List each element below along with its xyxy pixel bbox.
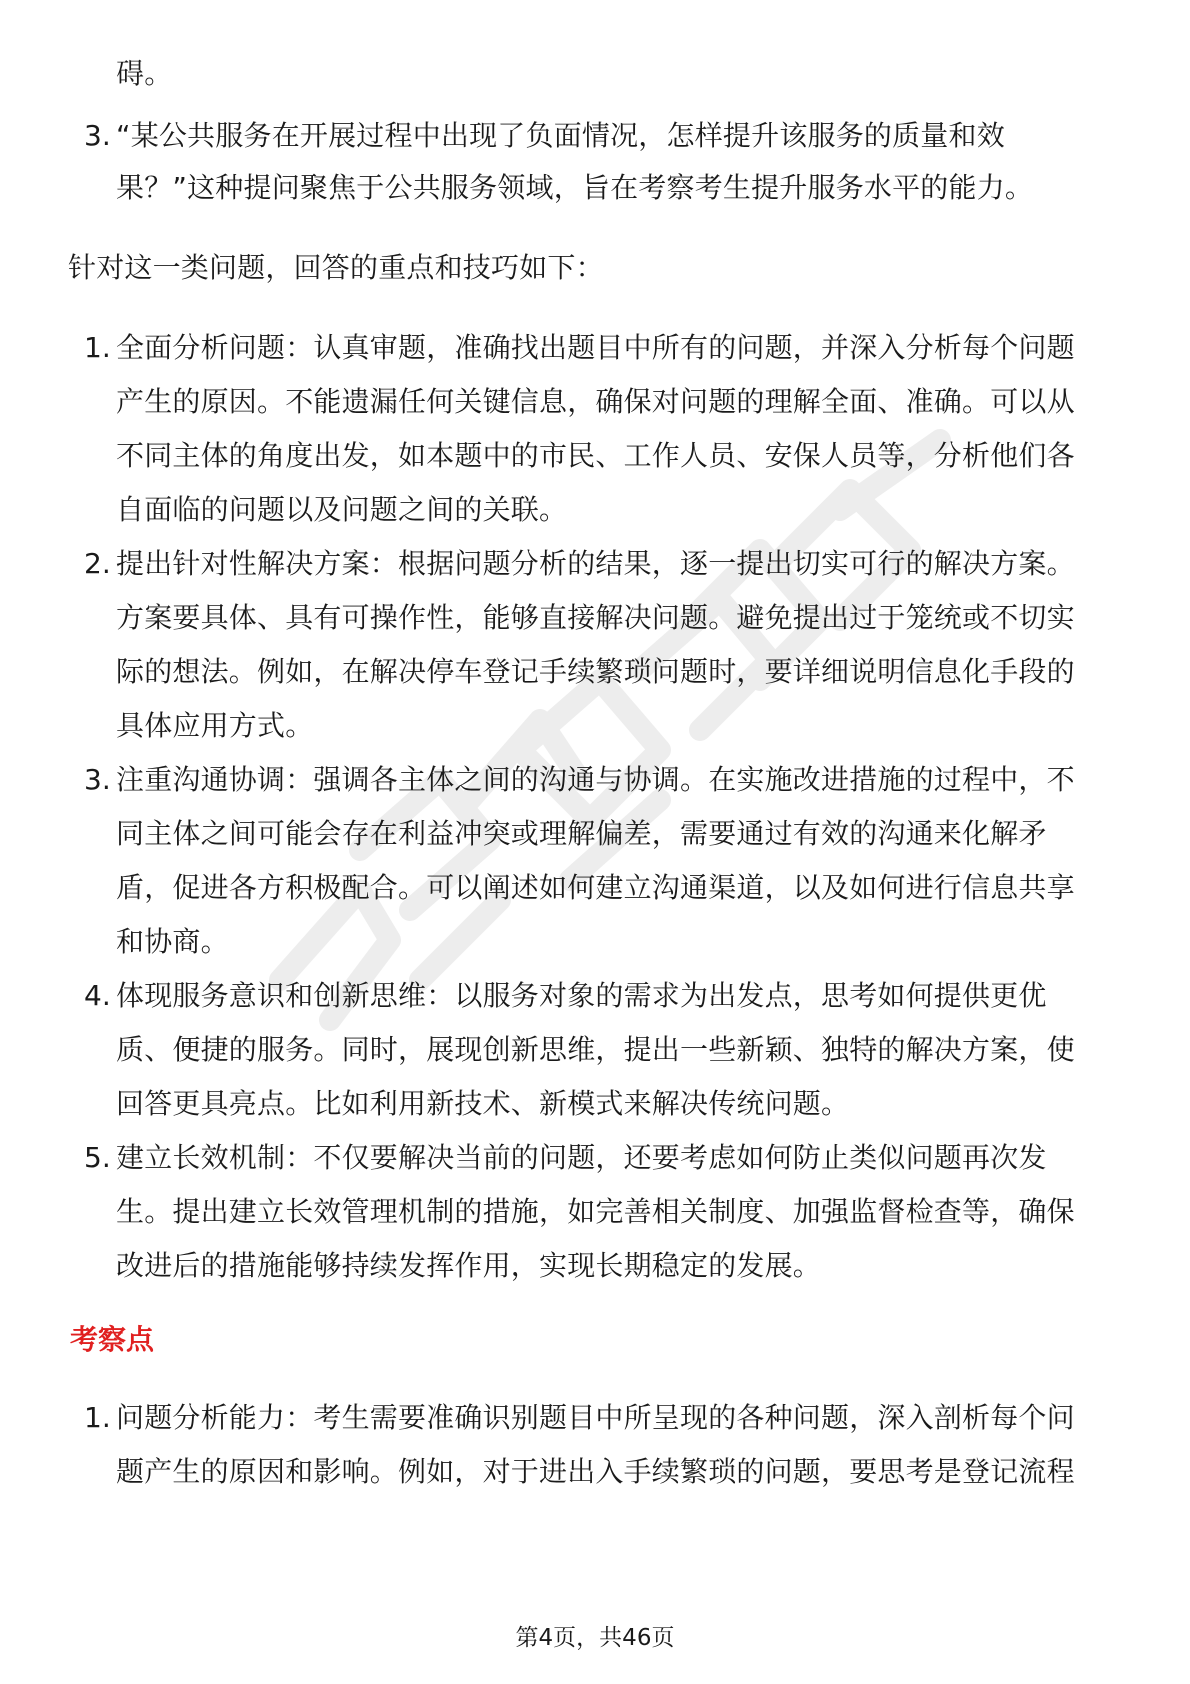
list-number: 4. <box>84 979 111 1012</box>
list-number: 1. <box>84 331 111 364</box>
list-item-line: 自面临的问题以及问题之间的关联。 <box>116 493 568 526</box>
list-number: 2. <box>84 547 111 580</box>
list-number: 3. <box>84 763 111 796</box>
list-item-line: 方案要具体、具有可操作性，能够直接解决问题。避免提出过于笼统或不切实 <box>116 601 1075 634</box>
list-item-line: 不同主体的角度出发，如本题中的市民、工作人员、安保人员等，分析他们各 <box>116 439 1075 472</box>
item-continuation: 碍。 <box>116 57 173 90</box>
list-item-line: 生。提出建立长效管理机制的措施，如完善相关制度、加强监督检查等，确保 <box>116 1195 1075 1228</box>
list-item-line: 问题分析能力：考生需要准确识别题目中所呈现的各种问题，深入剖析每个问 <box>116 1401 1075 1434</box>
list-item-line: 具体应用方式。 <box>116 709 314 742</box>
list-item-line: 盾，促进各方积极配合。可以阐述如何建立沟通渠道，以及如何进行信息共享 <box>116 871 1075 904</box>
section-heading: 考察点 <box>70 1323 155 1356</box>
list-item-line: 同主体之间可能会存在利益冲突或理解偏差，需要通过有效的沟通来化解矛 <box>116 817 1047 850</box>
list-number: 1. <box>84 1401 111 1434</box>
list-item-line: 质、便捷的服务。同时，展现创新思维，提出一些新颖、独特的解决方案，使 <box>116 1033 1075 1066</box>
list-item-line: 提出针对性解决方案：根据问题分析的结果，逐一提出切实可行的解决方案。 <box>116 547 1075 580</box>
list-item-line: 全面分析问题：认真审题，准确找出题目中所有的问题，并深入分析每个问题 <box>116 331 1075 364</box>
list-item-line: 和协商。 <box>116 925 229 958</box>
list-item-line: 产生的原因。不能遗漏任何关键信息，确保对问题的理解全面、准确。可以从 <box>116 385 1075 418</box>
lead-paragraph: 针对这一类问题，回答的重点和技巧如下： <box>68 251 604 284</box>
list-number: 3. <box>84 119 111 152</box>
page-footer: 第4页，共46页 <box>515 1625 675 1651</box>
list-item-line: 建立长效机制：不仅要解决当前的问题，还要考虑如何防止类似问题再次发 <box>116 1141 1047 1174</box>
list-number: 5. <box>84 1141 111 1174</box>
list-item-line: 改进后的措施能够持续发挥作用，实现长期稳定的发展。 <box>116 1249 822 1282</box>
list-item-line: 果？”这种提问聚焦于公共服务领域，旨在考察考生提升服务水平的能力。 <box>116 171 1034 204</box>
list-item-line: 回答更具亮点。比如利用新技术、新模式来解决传统问题。 <box>116 1087 850 1120</box>
list-item-line: 题产生的原因和影响。例如，对于进出入手续繁琐的问题，要思考是登记流程 <box>116 1455 1075 1488</box>
list-item-line: “某公共服务在开展过程中出现了负面情况，怎样提升该服务的质量和效 <box>116 119 1005 152</box>
list-item-line: 注重沟通协调：强调各主体之间的沟通与协调。在实施改进措施的过程中，不 <box>116 763 1075 796</box>
list-item-line: 际的想法。例如，在解决停车登记手续繁琐问题时，要详细说明信息化手段的 <box>116 655 1075 688</box>
list-item-line: 体现服务意识和创新思维：以服务对象的需求为出发点，思考如何提供更优 <box>116 979 1047 1012</box>
